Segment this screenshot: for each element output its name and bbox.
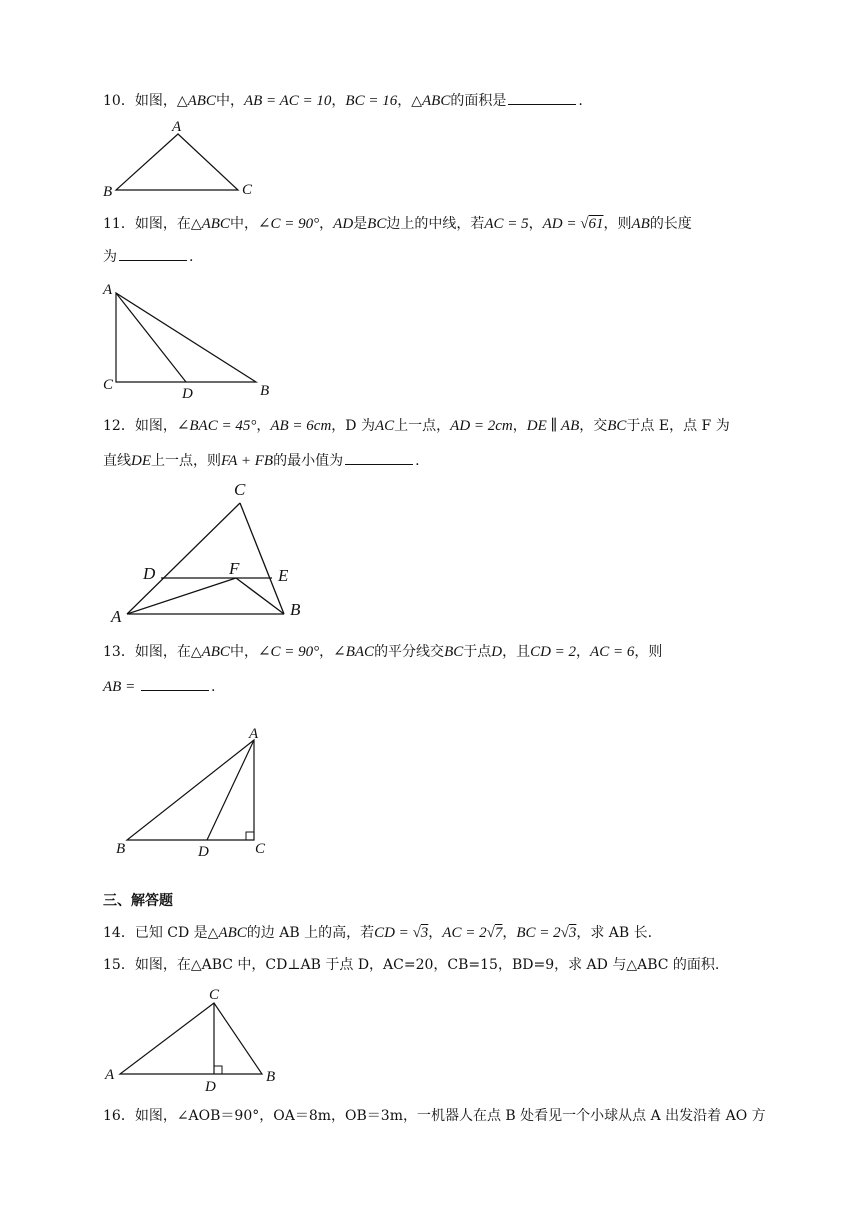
label-C: C — [255, 841, 266, 857]
label-B: B — [103, 184, 113, 200]
label-F: F — [229, 559, 240, 578]
label-D: D — [182, 386, 193, 402]
label-D: D — [143, 564, 156, 583]
label-C: C — [103, 377, 114, 393]
label-D: D — [205, 1079, 216, 1095]
label-A: A — [103, 282, 113, 298]
question-11-text-line2: 为 . — [103, 246, 193, 267]
label-A: A — [249, 726, 259, 742]
label-B: B — [290, 600, 301, 619]
label-C: C — [209, 987, 220, 1003]
label-D: D — [198, 844, 209, 860]
label-A: A — [105, 1067, 115, 1083]
question-11-text: 11．如图，在△ABC中，∠C = 90°，AD是BC边上的中线，若AC = 5，AD = √61，则AB的长度 — [103, 216, 692, 232]
label-B: B — [266, 1069, 276, 1085]
question-14-text: 14．已知 CD 是△ABC的边 AB 上的高，若CD = √3，AC = 2√7，BC = 2√3，求 AB 长. — [103, 925, 653, 941]
label-B: B — [260, 383, 270, 399]
question-12-text: 12．如图，∠BAC = 45°，AB = 6cm，D 为AC上一点，AD = 2cm，DE ∥ AB，交BC于点 E，点 F 为 — [103, 418, 730, 434]
label-C: C — [242, 182, 253, 198]
label-C: C — [234, 480, 246, 499]
question-15-text: 15．如图，在△ABC 中，CD⊥AB 于点 D，AC=20，CB=15，BD=9，求 AD 与△ABC 的面积. — [103, 957, 720, 973]
question-13-text-line2: AB = . — [103, 676, 215, 697]
section-heading: 三、解答题 — [103, 893, 173, 909]
question-10-text: 10．如图，△ABC中，AB = AC = 10，BC = 16，△ABC的面积是 . — [103, 90, 583, 111]
question-13-text: 13．如图，在△ABC中，∠C = 90°，∠BAC的平分线交BC于点D，且CD = 2，AC = 6，则 — [103, 644, 663, 660]
label-B: B — [116, 841, 126, 857]
label-E: E — [278, 566, 289, 585]
label-A: A — [111, 607, 122, 626]
label-A: A — [172, 119, 182, 135]
question-16-text: 16．如图，∠AOB＝90°，OA＝8m，OB＝3m，一机器人在点 B 处看见一个小球从点 A 出发沿着 AO 方 — [103, 1108, 766, 1124]
question-12-text-line2: 直线DE上一点，则FA + FB的最小值为 . — [103, 450, 420, 471]
